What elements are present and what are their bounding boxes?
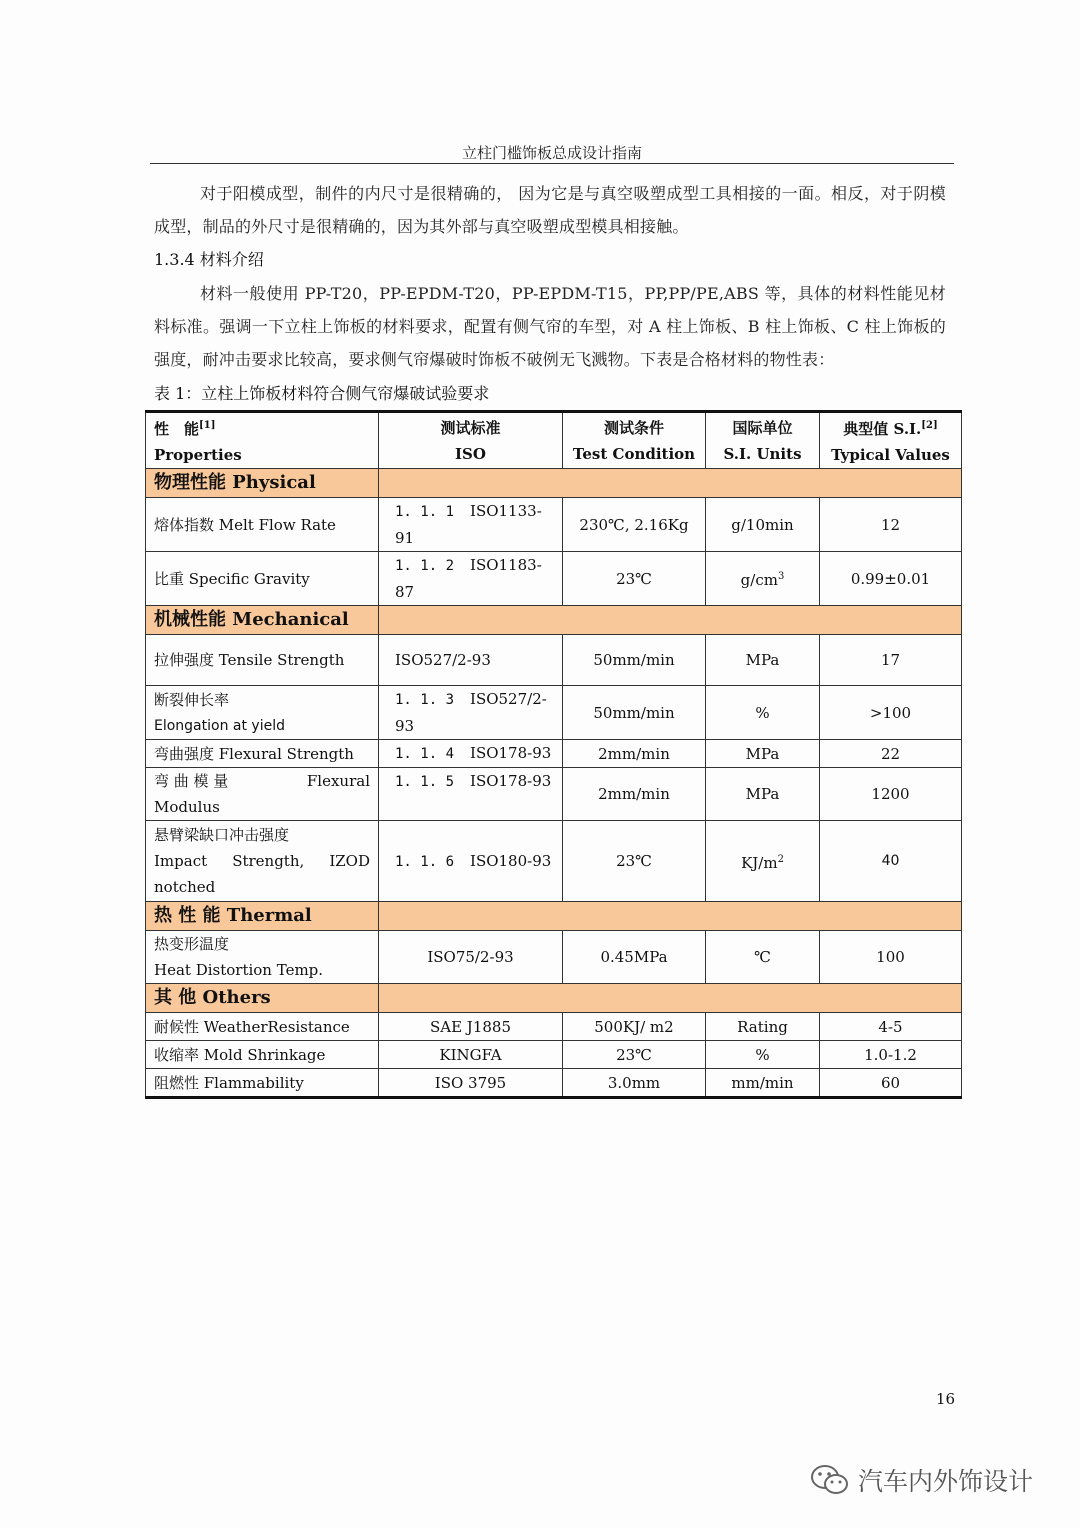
running-head: 立柱门槛饰板总成设计指南 (461, 144, 642, 162)
section-heading: 1.3.4 材料介绍 (154, 250, 264, 269)
wechat-icon (810, 1463, 850, 1497)
header-iso: 测试标准 ISO (379, 412, 563, 469)
table-row: 弯曲强度 Flexural Strength 1. 1. 4 ISO178-93 2mm/min MPa 22 (146, 740, 962, 768)
group-row-mechanical (146, 606, 962, 635)
header-rule (150, 163, 954, 164)
table-row: 耐候性 WeatherResistance SAE J1885 500KJ/ m2 Rating 4-5 (146, 1013, 962, 1041)
group-row-physical (146, 469, 962, 498)
material-properties-table (145, 410, 962, 1099)
watermark-text: 汽车内外饰设计 (858, 1467, 1034, 1496)
paragraph-molding: 对于阳模成型，制件的内尺寸是很精确的， 因为它是与真空吸塑成型工具相接的一面。相反，对于阴模成型，制品的外尺寸是很精确的，因为其外部与真空吸塑成型模具相接触。 (154, 184, 946, 236)
table-row: 弯 曲 模 量 Flexural Modulus 1. 1. 5 ISO178-93 2mm/min MPa 1200 (146, 768, 962, 821)
table-row: 收缩率 Mold Shrinkage KINGFA 23℃ % 1.0-1.2 (146, 1041, 962, 1069)
group-label: 物理性能 Physical (146, 469, 379, 498)
group-label: 其 他 Others (146, 984, 379, 1013)
header-si-units: 国际单位 S.I. Units (706, 412, 820, 469)
table-row: 阻燃性 Flammability ISO 3795 3.0mm mm/min 60 (146, 1069, 962, 1098)
header-test-condition: 测试条件 Test Condition (563, 412, 706, 469)
group-row-others (146, 984, 962, 1013)
header-properties: 性 能[1] Properties (146, 412, 379, 469)
watermark (810, 1462, 1033, 1498)
header-typical-values: 典型值 S.I.[2] Typical Values (820, 412, 962, 469)
table-header-row (146, 412, 962, 469)
paragraph-materials: 材料一般使用 PP-T20，PP-EPDM-T20，PP-EPDM-T15，PP,PP/PE,ABS 等，具体的材料性能见材料标准。强调一下立柱上饰板的材料要求，配置有侧气帘的车型，对 A 柱上饰板、B 柱上饰板、C 柱上饰板的强度，耐冲击要求比较高，要求侧气帘爆破时饰板不破例无飞溅物。下表是合格材料的物性表： (154, 284, 946, 369)
group-label: 机械性能 Mechanical (146, 606, 379, 635)
table-row: 拉伸强度 Tensile Strength ISO527/2-93 50mm/min MPa 17 (146, 635, 962, 686)
table-row: 断裂伸长率 Elongation at yield 1. 1. 3 ISO527/2-93 50mm/min % >100 (146, 686, 962, 740)
table-caption: 表 1：立柱上饰板材料符合侧气帘爆破试验要求 (154, 384, 490, 403)
table-row: 热变形温度 Heat Distortion Temp. ISO75/2-93 0.45MPa ℃ 100 (146, 931, 962, 984)
group-label: 热 性 能 Thermal (146, 902, 379, 931)
table-row: 悬臂梁缺口冲击强度 Impact Strength, IZOD notched 1. 1. 6 ISO180-93 23℃ $KJ/m^2$ 40 (146, 821, 962, 902)
table-row: 熔体指数 Melt Flow Rate 1. 1. 1 ISO1133-91 230℃, 2.16Kg g/10min 12 (146, 498, 962, 552)
group-row-thermal (146, 902, 962, 931)
table-row: 比重 Specific Gravity 1. 1. 2 ISO1183-87 23℃ $g/cm^3$ 0.99±0.01 (146, 552, 962, 606)
page-number: 16 (936, 1390, 956, 1408)
